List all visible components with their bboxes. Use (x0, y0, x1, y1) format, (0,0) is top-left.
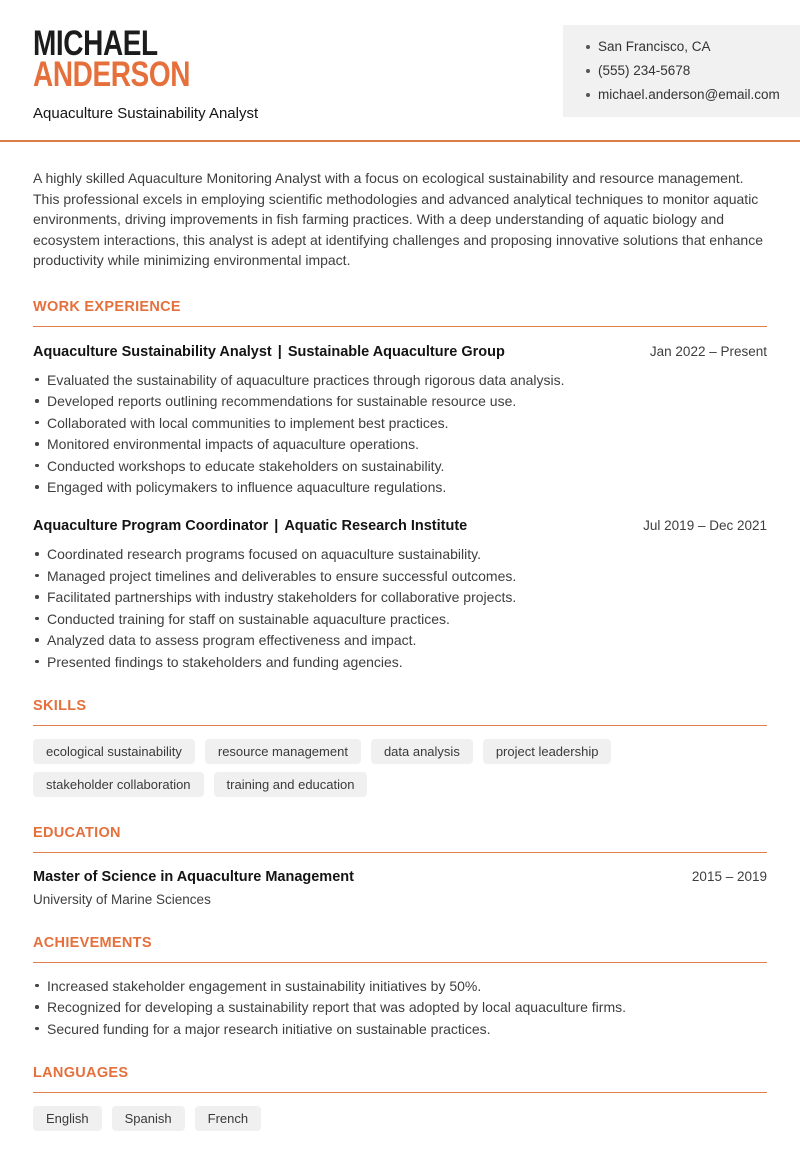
achievements-heading: ACHIEVEMENTS (33, 935, 767, 963)
school-name: University of Marine Sciences (33, 891, 211, 907)
section-achievements (33, 935, 767, 1037)
title-separator: | (277, 343, 282, 360)
job-role: Aquaculture Sustainability Analyst (33, 343, 272, 360)
last-name: ANDERSON (33, 55, 191, 94)
job-bullet: Managed project timelines and deliverables to ensure successful outcomes. (33, 568, 767, 584)
degree-title: Master of Science in Aquaculture Management (33, 868, 354, 885)
job-dates: Jan 2022 – Present (649, 343, 767, 359)
resume-content (0, 168, 800, 1131)
job-bullet: Collaborated with local communities to implement best practices. (33, 415, 767, 431)
job-bullet: Presented findings to stakeholders and funding agencies. (33, 654, 767, 670)
job-role: Aquaculture Program Coordinator (33, 518, 269, 534)
skills-chip-list (33, 739, 767, 797)
job-bullet: Conducted workshops to educate stakeholders on sustainability. (33, 458, 767, 474)
languages-heading: LANGUAGES (33, 1065, 767, 1093)
language-chip: French (195, 1106, 261, 1131)
section-education (33, 825, 767, 907)
language-chip: Spanish (112, 1106, 185, 1131)
job-company: Aquatic Research Institute (284, 518, 468, 534)
job-bullet: Developed reports outlining recommendations for sustainable resource use. (33, 393, 767, 409)
languages-chip-list (33, 1106, 767, 1131)
skill-chip: project leadership (483, 739, 612, 764)
header-divider (0, 140, 800, 142)
identity-block (33, 25, 258, 122)
contact-location: San Francisco, CA (585, 38, 780, 55)
job-bullet: Facilitated partnerships with industry stakeholders for collaborative projects. (33, 589, 767, 605)
section-skills (33, 698, 767, 797)
education-entry (33, 869, 767, 907)
job-header-row (33, 344, 767, 360)
job-title (33, 518, 467, 534)
job-bullet: Engaged with policymakers to influence aquaculture regulations. (33, 479, 767, 495)
job-company: Sustainable Aquaculture Group (287, 343, 505, 360)
candidate-job-title: Aquaculture Sustainability Analyst (33, 105, 259, 122)
skill-chip: training and education (214, 772, 368, 797)
job-entry (33, 518, 767, 670)
title-separator: | (274, 518, 279, 534)
language-chip: English (33, 1106, 102, 1131)
job-bullet: Coordinated research programs focused on aquaculture sustainability. (33, 546, 767, 562)
job-bullet-list (33, 372, 767, 496)
education-heading: EDUCATION (33, 825, 767, 853)
job-bullet: Monitored environmental impacts of aquaculture operations. (33, 436, 767, 452)
achievement-bullet: Increased stakeholder engagement in sustainability initiatives by 50%. (33, 978, 767, 994)
job-header-row (33, 518, 767, 534)
job-bullet: Analyzed data to assess program effectiveness and impact. (33, 632, 767, 648)
achievement-bullet: Secured funding for a major research initiative on sustainable practices. (33, 1021, 767, 1037)
job-bullet-list (33, 546, 767, 670)
contact-list (585, 38, 780, 103)
professional-summary: A highly skilled Aquaculture Monitoring Analyst with a focus on ecological sustainability and resource management. This professional excels in employing scientific methodologies and advanced analytical techniques to monitor aquatic environments, driving improvements in fish farming practices. With a deep understanding of aquatic biology and ecosystem interactions, this analyst is adept at identifying challenges and proposing innovative solutions that enhance productivity while minimizing environmental impact. (33, 170, 764, 268)
contact-box (563, 25, 800, 117)
job-dates: Jul 2019 – Dec 2021 (643, 518, 767, 533)
job-bullet: Evaluated the sustainability of aquaculture practices through rigorous data analysis. (33, 372, 767, 388)
section-languages (33, 1065, 767, 1131)
skill-chip: resource management (205, 739, 361, 764)
job-entry (33, 344, 767, 496)
skills-heading: SKILLS (33, 698, 767, 726)
skill-chip: ecological sustainability (33, 739, 195, 764)
work-experience-heading: WORK EXPERIENCE (33, 299, 767, 327)
job-title (33, 344, 505, 360)
header (0, 0, 800, 142)
education-header-row (33, 869, 767, 885)
achievement-bullet: Recognized for developing a sustainability report that was adopted by local aquaculture firms. (33, 999, 767, 1015)
achievements-list (33, 978, 767, 1037)
education-dates: 2015 – 2019 (691, 868, 767, 884)
first-name: MICHAEL (33, 24, 158, 63)
candidate-name (33, 24, 213, 94)
contact-phone: (555) 234-5678 (585, 62, 780, 79)
section-work-experience (33, 299, 767, 670)
contact-email: michael.anderson@email.com (585, 86, 780, 103)
skill-chip: stakeholder collaboration (33, 772, 204, 797)
skill-chip: data analysis (371, 739, 473, 764)
header-row (0, 0, 800, 122)
job-bullet: Conducted training for staff on sustainable aquaculture practices. (33, 611, 767, 627)
